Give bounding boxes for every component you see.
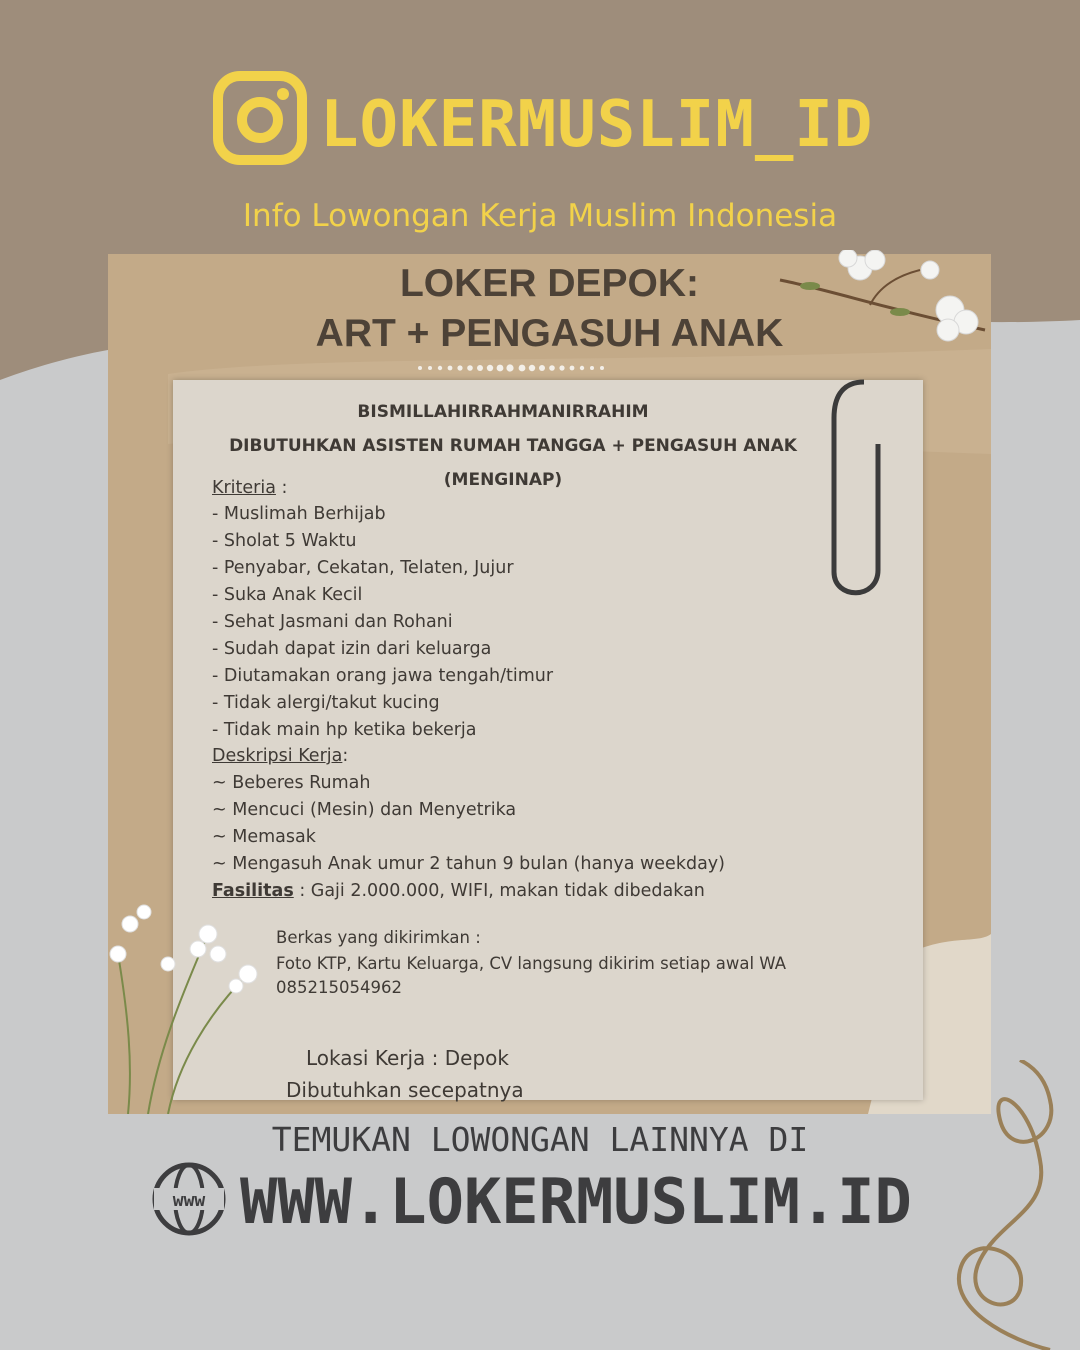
list-item: ~ Beberes Rumah (212, 773, 371, 793)
list-item: - Muslimah Berhijab (212, 504, 386, 524)
berkas-label: Berkas yang dikirimkan : (276, 928, 481, 947)
poster-title-line1: LOKER DEPOK: (399, 262, 699, 305)
list-item: ~ Mencuci (Mesin) dan Menyetrika (212, 800, 517, 820)
flower-bouquet-icon (108, 894, 268, 1114)
phone-number: 085215054962 (276, 978, 402, 997)
urgency-note: Dibutuhkan secepatnya (286, 1078, 524, 1102)
list-item: ~ Memasak (212, 827, 316, 847)
fasilitas-line (212, 881, 705, 901)
list-item: - Sholat 5 Waktu (212, 531, 357, 551)
fasilitas-label: Fasilitas (212, 881, 294, 901)
decorative-dots (310, 360, 710, 376)
instagram-icon (212, 70, 308, 166)
list-item: - Suka Anak Kecil (212, 585, 363, 605)
list-item: - Sehat Jasmani dan Rohani (212, 612, 453, 632)
website-url[interactable]: WWW.LOKERMUSLIM.ID (240, 1165, 912, 1238)
deskripsi-label: Deskripsi Kerja (212, 746, 343, 766)
header-subtitle: Info Lowongan Kerja Muslim Indonesia (242, 198, 838, 234)
instagram-handle: LOKERMUSLIM_ID (320, 88, 874, 162)
globe-icon (150, 1160, 228, 1238)
heading-position: DIBUTUHKAN ASISTEN RUMAH TANGGA + PENGASUH ANAK (229, 436, 797, 456)
kriteria-label: Kriteria (212, 478, 276, 498)
flower-branch-icon (770, 250, 990, 400)
list-item: - Penyabar, Cekatan, Telaten, Jujur (212, 558, 514, 578)
list-item: - Diutamakan orang jawa tengah/timur (212, 666, 554, 686)
rope-coil-icon (930, 1060, 1080, 1350)
footer-cta: TEMUKAN LOWONGAN LAINNYA DI (271, 1120, 809, 1159)
berkas-value: Foto KTP, Kartu Keluarga, CV langsung dikirim setiap awal WA (276, 954, 787, 973)
heading-menginap: (MENGINAP) (443, 470, 563, 490)
deskripsi-heading: Deskripsi Kerja: (212, 746, 349, 766)
fasilitas-value: : Gaji 2.000.000, WIFI, makan tidak dibedakan (293, 881, 705, 901)
kriteria-heading: Kriteria : (212, 478, 288, 498)
list-item: - Sudah dapat izin dari keluarga (212, 639, 492, 659)
list-item: - Tidak main hp ketika bekerja (212, 720, 477, 740)
list-item: - Tidak alergi/takut kucing (212, 693, 440, 713)
lokasi-kerja: Lokasi Kerja : Depok (306, 1046, 509, 1070)
poster-title-line2: ART + PENGASUH ANAK (315, 312, 784, 355)
list-item: ~ Mengasuh Anak umur 2 tahun 9 bulan (hanya weekday) (212, 854, 725, 874)
www-icon-text: www (172, 1190, 206, 1211)
heading-bismillah: BISMILLAHIRRAHMANIRRAHIM (357, 402, 649, 422)
